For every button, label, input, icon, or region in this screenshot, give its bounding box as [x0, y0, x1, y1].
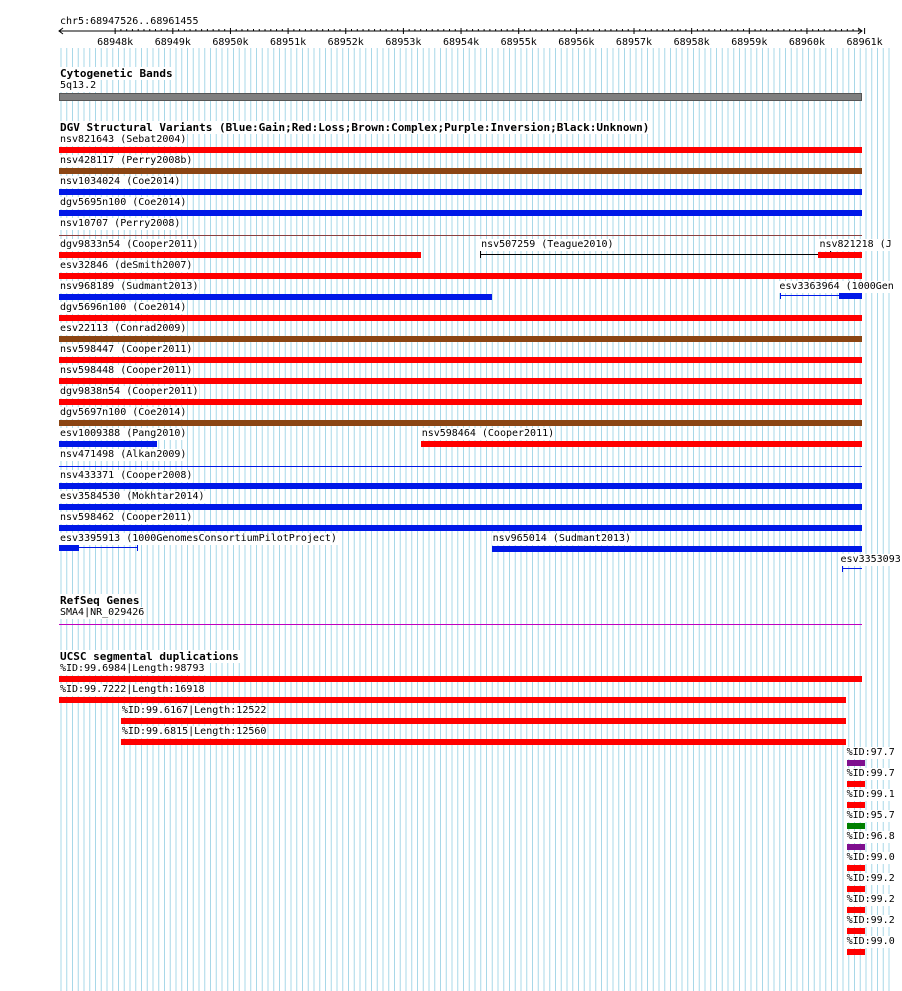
- segdup-stack-bar: [847, 886, 865, 892]
- dgv-variant-bar: [59, 483, 862, 489]
- dgv-variant-bar: [59, 336, 862, 342]
- segdup-stack-label: %ID:99.2: [846, 873, 895, 884]
- dgv-variant-label: nsv598462 (Cooper2011): [60, 512, 193, 523]
- dgv-variant-label: nsv598464 (Cooper2011): [421, 428, 555, 439]
- segdup-label: %ID:99.6984|Length:98793: [60, 663, 205, 674]
- dgv-variant-label: esv3363964 (1000Gen: [779, 281, 894, 292]
- tick-label: 68949k: [154, 37, 191, 48]
- dgv-variant-bar: [818, 252, 862, 258]
- dgv-variant-label: nsv10707 (Perry2008): [60, 218, 181, 229]
- tick-label: 68958k: [673, 37, 710, 48]
- dgv-variant-label: dgv5695n100 (Coe2014): [60, 197, 187, 208]
- dgv-variant-line: [59, 466, 862, 467]
- tick-label: 68953k: [385, 37, 422, 48]
- segdup-label: %ID:99.6815|Length:12560: [121, 726, 267, 737]
- dgv-variant-bar: [59, 545, 79, 551]
- segdup-stack-label: %ID:95.7: [846, 810, 895, 821]
- dgv-variant-label: nsv1034024 (Coe2014): [60, 176, 181, 187]
- segdup-bar: [121, 718, 846, 724]
- dgv-variant-endcap: [480, 251, 481, 258]
- dgv-variant-label: nsv821643 (Sebat2004): [60, 134, 187, 145]
- dgv-variant-bar: [59, 399, 862, 405]
- tick-label: 68956k: [558, 37, 595, 48]
- tick-label: 68960k: [788, 37, 826, 48]
- segdup-stack-label: %ID:99.7: [846, 768, 895, 779]
- tick-label: 68957k: [615, 37, 653, 48]
- segdup-track-title: UCSC segmental duplications: [60, 650, 239, 663]
- dgv-variant-bar: [839, 293, 862, 299]
- segdup-stack-label: %ID:96.8: [846, 831, 895, 842]
- segdup-stack-bar: [847, 760, 865, 766]
- dgv-variant-bar: [59, 525, 862, 531]
- segdup-stack-bar: [847, 781, 865, 787]
- dgv-variant-line: [480, 254, 831, 255]
- tick-label: 68952k: [327, 37, 364, 48]
- dgv-variant-bar: [59, 189, 862, 195]
- dgv-variant-line: [59, 235, 862, 236]
- dgv-variant-label: esv3395913 (1000GenomesConsortiumPilotProject): [60, 533, 337, 544]
- dgv-variant-label: dgv9833n54 (Cooper2011): [60, 239, 199, 250]
- dgv-variant-label: esv22113 (Conrad2009): [60, 323, 187, 334]
- dgv-variant-label: esv3353093: [840, 554, 901, 565]
- dgv-variant-label: nsv471498 (Alkan2009): [60, 449, 187, 460]
- dgv-variant-line: [79, 547, 138, 548]
- segdup-stack-bar: [847, 907, 865, 913]
- dgv-variant-label: nsv433371 (Cooper2008): [60, 470, 193, 481]
- segdup-stack-bar: [847, 928, 865, 934]
- cytoband-bar: [59, 93, 862, 101]
- dgv-variant-bar: [492, 546, 862, 552]
- dgv-track-title: DGV Structural Variants (Blue:Gain;Red:Loss;Brown:Complex;Purple:Inversion;Black:Unknown): [60, 121, 650, 134]
- dgv-variant-label: esv1009388 (Pang2010): [60, 428, 187, 439]
- dgv-variant-label: esv32846 (deSmith2007): [60, 260, 193, 271]
- tick-label: 68954k: [442, 37, 480, 48]
- dgv-variant-label: dgv5696n100 (Coe2014): [60, 302, 187, 313]
- segdup-bar: [59, 697, 846, 703]
- dgv-variant-label: dgv9838n54 (Cooper2011): [60, 386, 199, 397]
- dgv-variant-line: [842, 568, 862, 569]
- dgv-variant-bar: [59, 294, 492, 300]
- dgv-variant-endcap: [137, 545, 138, 551]
- tick-label: 68948k: [97, 37, 134, 48]
- tick-label: 68950k: [212, 37, 249, 48]
- dgv-variant-bar: [59, 273, 862, 279]
- segdup-stack-label: %ID:99.2: [846, 915, 895, 926]
- dgv-variant-label: nsv965014 (Sudmant2013): [492, 533, 632, 544]
- segdup-bar: [59, 676, 862, 682]
- segdup-stack-label: %ID:97.7: [846, 747, 895, 758]
- tick-label: 68951k: [270, 37, 307, 48]
- cytoband-track-title: Cytogenetic Bands: [60, 67, 173, 80]
- dgv-variant-line: [780, 295, 838, 296]
- dgv-variant-endcap: [780, 293, 781, 299]
- segdup-stack-label: %ID:99.0: [846, 936, 895, 947]
- dgv-variant-label: nsv428117 (Perry2008b): [60, 155, 193, 166]
- tick-label: 68955k: [500, 37, 537, 48]
- dgv-variant-label: nsv968189 (Sudmant2013): [60, 281, 199, 292]
- cytoband-label: 5q13.2: [60, 80, 97, 91]
- segdup-label: %ID:99.6167|Length:12522: [121, 705, 267, 716]
- dgv-variant-bar: [59, 147, 862, 153]
- region-label: chr5:68947526..68961455: [60, 16, 199, 27]
- refseq-gene-label: SMA4|NR_029426: [60, 607, 145, 618]
- refseq-track-title: RefSeq Genes: [60, 594, 140, 607]
- segdup-stack-bar: [847, 823, 865, 829]
- dgv-variant-bar: [59, 210, 862, 216]
- dgv-variant-bar: [59, 168, 862, 174]
- segdup-stack-label: %ID:99.1: [846, 789, 895, 800]
- dgv-variant-label: nsv507259 (Teague2010): [481, 239, 614, 250]
- segdup-stack-bar: [847, 865, 865, 871]
- dgv-variant-bar: [59, 357, 862, 363]
- dgv-variant-label: dgv5697n100 (Coe2014): [60, 407, 187, 418]
- segdup-stack-bar: [847, 949, 865, 955]
- dgv-variant-label: esv3584530 (Mokhtar2014): [60, 491, 205, 502]
- segdup-stack-label: %ID:99.0: [846, 852, 895, 863]
- dgv-variant-bar: [59, 252, 421, 258]
- tick-label: 68961k: [846, 37, 883, 48]
- dgv-variant-bar: [59, 315, 862, 321]
- refseq-gene-line: [59, 624, 862, 625]
- segdup-label: %ID:99.7222|Length:16918: [60, 684, 205, 695]
- dgv-variant-label: nsv598447 (Cooper2011): [60, 344, 193, 355]
- dgv-variant-bar: [421, 441, 862, 447]
- dgv-variant-bar: [59, 504, 862, 510]
- dgv-variant-bar: [59, 420, 862, 426]
- segdup-stack-bar: [847, 802, 865, 808]
- dgv-variant-bar: [59, 441, 157, 447]
- dgv-variant-label: nsv821218 (J: [819, 239, 892, 250]
- segdup-stack-label: %ID:99.2: [846, 894, 895, 905]
- dgv-variant-label: nsv598448 (Cooper2011): [60, 365, 193, 376]
- dgv-variant-bar: [59, 378, 862, 384]
- dgv-variant-endcap: [842, 566, 843, 572]
- segdup-stack-bar: [847, 844, 865, 850]
- segdup-bar: [121, 739, 846, 745]
- tick-label: 68959k: [731, 37, 768, 48]
